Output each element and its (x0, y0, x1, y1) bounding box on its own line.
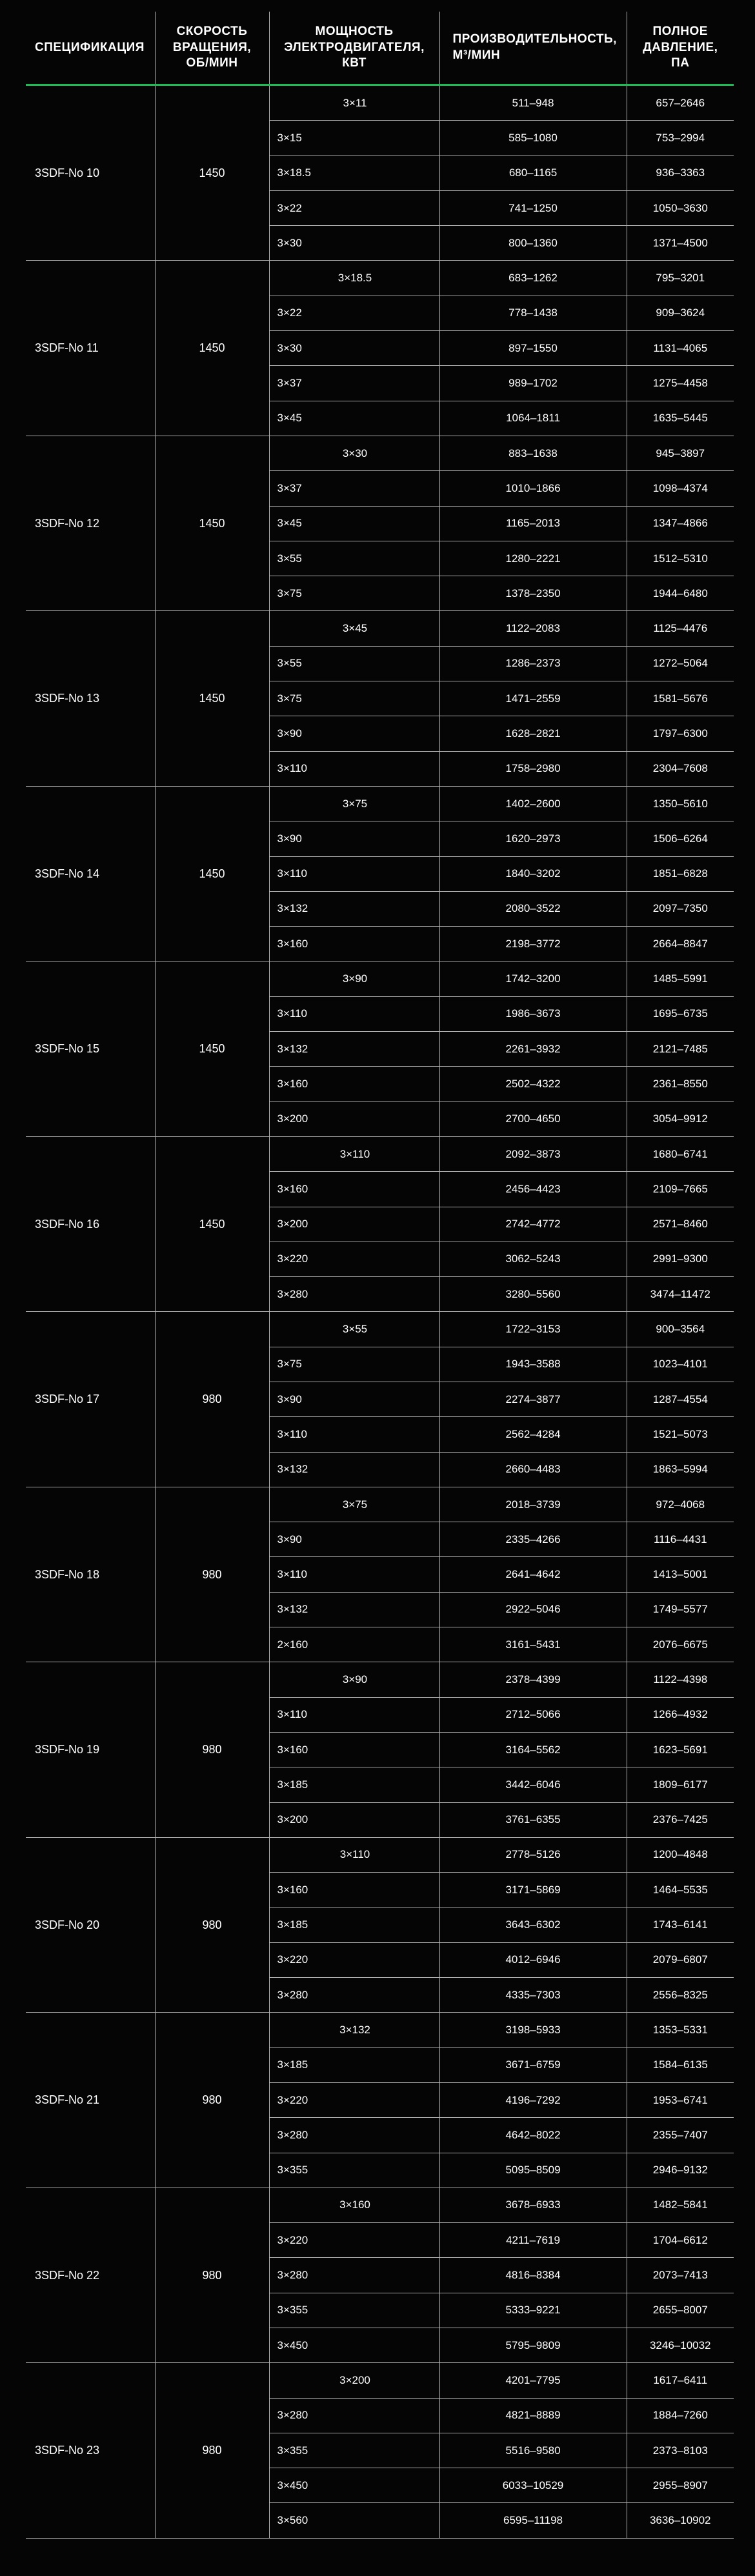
spec-cell: 3SDF-No 10 (26, 85, 155, 261)
flow-cell: 1471–2559 (439, 681, 627, 716)
pressure-cell: 1512–5310 (627, 541, 734, 576)
power-cell: 3×90 (269, 1662, 439, 1697)
flow-cell: 680–1165 (439, 156, 627, 190)
flow-cell: 897–1550 (439, 331, 627, 366)
power-cell: 3×185 (269, 2048, 439, 2082)
table-header (26, 12, 734, 85)
pressure-cell: 3636–10902 (627, 2503, 734, 2538)
power-cell: 3×280 (269, 1277, 439, 1312)
pressure-cell: 753–2994 (627, 121, 734, 156)
flow-cell: 1122–2083 (439, 611, 627, 646)
speed-cell: 980 (155, 2013, 269, 2188)
speed-cell: 980 (155, 1837, 269, 2012)
pressure-cell: 1695–6735 (627, 996, 734, 1031)
power-cell: 3×200 (269, 1802, 439, 1837)
pressure-cell: 2991–9300 (627, 1242, 734, 1276)
pressure-cell: 1749–5577 (627, 1592, 734, 1627)
flow-cell: 1722–3153 (439, 1312, 627, 1347)
pressure-cell: 1743–6141 (627, 1907, 734, 1942)
table-row (26, 2013, 734, 2048)
power-cell: 3×220 (269, 1242, 439, 1276)
pressure-cell: 1506–6264 (627, 821, 734, 856)
pressure-cell: 1851–6828 (627, 856, 734, 891)
pressure-cell: 1413–5001 (627, 1557, 734, 1592)
flow-cell: 989–1702 (439, 366, 627, 401)
pressure-cell: 2076–6675 (627, 1627, 734, 1662)
pressure-cell: 2376–7425 (627, 1802, 734, 1837)
power-cell: 3×37 (269, 366, 439, 401)
speed-cell: 980 (155, 2363, 269, 2538)
power-cell: 3×18.5 (269, 261, 439, 296)
pressure-cell: 936–3363 (627, 156, 734, 190)
flow-cell: 1165–2013 (439, 506, 627, 541)
flow-cell: 2335–4266 (439, 1522, 627, 1557)
flow-cell: 2641–4642 (439, 1557, 627, 1592)
pressure-cell: 1131–4065 (627, 331, 734, 366)
flow-cell: 2198–3772 (439, 927, 627, 961)
pressure-cell: 1797–6300 (627, 716, 734, 751)
flow-cell: 1943–3588 (439, 1347, 627, 1382)
power-cell: 3×160 (269, 2188, 439, 2222)
flow-cell: 2092–3873 (439, 1136, 627, 1171)
power-cell: 3×55 (269, 541, 439, 576)
table-row (26, 1312, 734, 1347)
power-cell: 3×355 (269, 2293, 439, 2328)
flow-cell: 683–1262 (439, 261, 627, 296)
spec-cell: 3SDF-No 15 (26, 961, 155, 1136)
flow-cell: 883–1638 (439, 436, 627, 470)
power-cell: 3×30 (269, 436, 439, 470)
power-cell: 3×110 (269, 1837, 439, 1872)
flow-cell: 2742–4772 (439, 1207, 627, 1242)
pressure-cell: 1122–4398 (627, 1662, 734, 1697)
table-row (26, 436, 734, 470)
pressure-cell: 795–3201 (627, 261, 734, 296)
pressure-cell: 2556–8325 (627, 1978, 734, 2013)
spec-cell: 3SDF-No 21 (26, 2013, 155, 2188)
pressure-cell: 2097–7350 (627, 891, 734, 926)
flow-cell: 3164–5562 (439, 1732, 627, 1767)
flow-cell: 2261–3932 (439, 1032, 627, 1067)
power-cell: 3×37 (269, 471, 439, 506)
power-cell: 3×355 (269, 2153, 439, 2188)
pressure-cell: 1371–4500 (627, 226, 734, 261)
header-flow: ПРОИЗВОДИТЕЛЬНОСТЬ, М³/МИН (439, 12, 627, 85)
power-cell: 3×220 (269, 1942, 439, 1977)
power-cell: 3×200 (269, 1102, 439, 1136)
power-cell: 3×90 (269, 1382, 439, 1416)
power-cell: 3×450 (269, 2328, 439, 2363)
power-cell: 3×160 (269, 1067, 439, 1102)
pressure-cell: 1680–6741 (627, 1136, 734, 1171)
pressure-cell: 1266–4932 (627, 1697, 734, 1732)
flow-cell: 1620–2973 (439, 821, 627, 856)
flow-cell: 5333–9221 (439, 2293, 627, 2328)
pressure-cell: 2355–7407 (627, 2118, 734, 2153)
spec-cell: 3SDF-No 14 (26, 786, 155, 961)
power-cell: 3×55 (269, 1312, 439, 1347)
flow-cell: 1064–1811 (439, 401, 627, 436)
power-cell: 3×75 (269, 681, 439, 716)
power-cell: 3×90 (269, 1522, 439, 1557)
table-row (26, 1837, 734, 1872)
power-cell: 3×160 (269, 1873, 439, 1907)
power-cell: 3×132 (269, 2013, 439, 2048)
spec-cell: 3SDF-No 20 (26, 1837, 155, 2012)
power-cell: 3×560 (269, 2503, 439, 2538)
power-cell: 3×15 (269, 121, 439, 156)
spec-cell: 3SDF-No 16 (26, 1136, 155, 1311)
flow-cell: 741–1250 (439, 190, 627, 225)
speed-cell: 1450 (155, 85, 269, 261)
flow-cell: 2274–3877 (439, 1382, 627, 1416)
flow-cell: 3161–5431 (439, 1627, 627, 1662)
power-cell: 3×110 (269, 751, 439, 786)
flow-cell: 3062–5243 (439, 1242, 627, 1276)
pressure-cell: 1521–5073 (627, 1417, 734, 1452)
pressure-cell: 1347–4866 (627, 506, 734, 541)
pressure-cell: 2955–8907 (627, 2468, 734, 2503)
flow-cell: 4335–7303 (439, 1978, 627, 2013)
flow-cell: 1758–2980 (439, 751, 627, 786)
pressure-cell: 900–3564 (627, 1312, 734, 1347)
flow-cell: 4211–7619 (439, 2223, 627, 2258)
pressure-cell: 1863–5994 (627, 1452, 734, 1487)
header-row (26, 12, 734, 85)
pressure-cell: 1482–5841 (627, 2188, 734, 2222)
flow-cell: 2080–3522 (439, 891, 627, 926)
power-cell: 3×280 (269, 2398, 439, 2433)
flow-cell: 2502–4322 (439, 1067, 627, 1102)
table-row (26, 2363, 734, 2398)
power-cell: 3×450 (269, 2468, 439, 2503)
flow-cell: 585–1080 (439, 121, 627, 156)
power-cell: 3×160 (269, 1732, 439, 1767)
flow-cell: 4201–7795 (439, 2363, 627, 2398)
spec-cell: 3SDF-No 23 (26, 2363, 155, 2538)
flow-cell: 6033–10529 (439, 2468, 627, 2503)
flow-cell: 3442–6046 (439, 1767, 627, 1802)
pressure-cell: 2373–8103 (627, 2433, 734, 2468)
flow-cell: 2018–3739 (439, 1487, 627, 1522)
spec-cell: 3SDF-No 18 (26, 1487, 155, 1662)
flow-cell: 2660–4483 (439, 1452, 627, 1487)
flow-cell: 5516–9580 (439, 2433, 627, 2468)
power-cell: 3×355 (269, 2433, 439, 2468)
pressure-cell: 1200–4848 (627, 1837, 734, 1872)
pressure-cell: 2109–7665 (627, 1172, 734, 1207)
pressure-cell: 1809–6177 (627, 1767, 734, 1802)
flow-cell: 5795–9809 (439, 2328, 627, 2363)
pressure-cell: 972–4068 (627, 1487, 734, 1522)
power-cell: 3×185 (269, 1767, 439, 1802)
pressure-cell: 1635–5445 (627, 401, 734, 436)
flow-cell: 1742–3200 (439, 961, 627, 996)
pressure-cell: 1584–6135 (627, 2048, 734, 2082)
flow-cell: 3671–6759 (439, 2048, 627, 2082)
pressure-cell: 1116–4431 (627, 1522, 734, 1557)
flow-cell: 4642–8022 (439, 2118, 627, 2153)
pressure-cell: 2655–8007 (627, 2293, 734, 2328)
pressure-cell: 2079–6807 (627, 1942, 734, 1977)
flow-cell: 1378–2350 (439, 576, 627, 611)
flow-cell: 4816–8384 (439, 2258, 627, 2293)
pressure-cell: 1050–3630 (627, 190, 734, 225)
speed-cell: 1450 (155, 961, 269, 1136)
flow-cell: 3678–6933 (439, 2188, 627, 2222)
table-row (26, 611, 734, 646)
power-cell: 3×30 (269, 226, 439, 261)
flow-cell: 1840–3202 (439, 856, 627, 891)
spec-cell: 3SDF-No 11 (26, 261, 155, 436)
pressure-cell: 2664–8847 (627, 927, 734, 961)
power-cell: 3×90 (269, 716, 439, 751)
pressure-cell: 1485–5991 (627, 961, 734, 996)
pressure-cell: 2121–7485 (627, 1032, 734, 1067)
flow-cell: 511–948 (439, 85, 627, 121)
pressure-cell: 945–3897 (627, 436, 734, 470)
pressure-cell: 657–2646 (627, 85, 734, 121)
pressure-cell: 1704–6612 (627, 2223, 734, 2258)
power-cell: 3×132 (269, 891, 439, 926)
flow-cell: 4012–6946 (439, 1942, 627, 1977)
pressure-cell: 3474–11472 (627, 1277, 734, 1312)
pressure-cell: 1275–4458 (627, 366, 734, 401)
pressure-cell: 1272–5064 (627, 646, 734, 681)
fan-spec-table (26, 12, 734, 2539)
pressure-cell: 1287–4554 (627, 1382, 734, 1416)
pressure-cell: 1623–5691 (627, 1732, 734, 1767)
speed-cell: 980 (155, 1662, 269, 1837)
power-cell: 3×22 (269, 190, 439, 225)
power-cell: 3×200 (269, 1207, 439, 1242)
flow-cell: 778–1438 (439, 296, 627, 330)
flow-cell: 1402–2600 (439, 786, 627, 821)
pressure-cell: 1884–7260 (627, 2398, 734, 2433)
pressure-cell: 2304–7608 (627, 751, 734, 786)
power-cell: 3×280 (269, 2118, 439, 2153)
power-cell: 3×110 (269, 1557, 439, 1592)
pressure-cell: 1581–5676 (627, 681, 734, 716)
speed-cell: 980 (155, 1487, 269, 1662)
flow-cell: 3171–5869 (439, 1873, 627, 1907)
pressure-cell: 1023–4101 (627, 1347, 734, 1382)
power-cell: 3×280 (269, 1978, 439, 2013)
speed-cell: 1450 (155, 611, 269, 786)
pressure-cell: 1953–6741 (627, 2082, 734, 2117)
pressure-cell: 3054–9912 (627, 1102, 734, 1136)
power-cell: 3×132 (269, 1032, 439, 1067)
power-cell: 3×22 (269, 296, 439, 330)
power-cell: 2×160 (269, 1627, 439, 1662)
table-row (26, 85, 734, 121)
power-cell: 3×45 (269, 611, 439, 646)
spec-cell: 3SDF-No 13 (26, 611, 155, 786)
power-cell: 3×110 (269, 1417, 439, 1452)
pressure-cell: 2073–7413 (627, 2258, 734, 2293)
power-cell: 3×220 (269, 2223, 439, 2258)
power-cell: 3×45 (269, 401, 439, 436)
pressure-cell: 1125–4476 (627, 611, 734, 646)
power-cell: 3×11 (269, 85, 439, 121)
flow-cell: 4196–7292 (439, 2082, 627, 2117)
flow-cell: 1280–2221 (439, 541, 627, 576)
pressure-cell: 1464–5535 (627, 1873, 734, 1907)
power-cell: 3×55 (269, 646, 439, 681)
pressure-cell: 2571–8460 (627, 1207, 734, 1242)
flow-cell: 2456–4423 (439, 1172, 627, 1207)
flow-cell: 2700–4650 (439, 1102, 627, 1136)
power-cell: 3×90 (269, 821, 439, 856)
table-row (26, 1136, 734, 1171)
spec-cell: 3SDF-No 12 (26, 436, 155, 610)
power-cell: 3×110 (269, 856, 439, 891)
flow-cell: 1010–1866 (439, 471, 627, 506)
flow-cell: 1628–2821 (439, 716, 627, 751)
spec-cell: 3SDF-No 17 (26, 1312, 155, 1487)
power-cell: 3×45 (269, 506, 439, 541)
flow-cell: 3280–5560 (439, 1277, 627, 1312)
power-cell: 3×75 (269, 1347, 439, 1382)
flow-cell: 3198–5933 (439, 2013, 627, 2048)
power-cell: 3×185 (269, 1907, 439, 1942)
pressure-cell: 1944–6480 (627, 576, 734, 611)
header-speed: СКОРОСТЬ ВРАЩЕНИЯ, ОБ/МИН (155, 12, 269, 85)
speed-cell: 1450 (155, 261, 269, 436)
pressure-cell: 1353–5331 (627, 2013, 734, 2048)
speed-cell: 1450 (155, 436, 269, 610)
power-cell: 3×90 (269, 961, 439, 996)
power-cell: 3×160 (269, 1172, 439, 1207)
flow-cell: 3643–6302 (439, 1907, 627, 1942)
pressure-cell: 1098–4374 (627, 471, 734, 506)
power-cell: 3×220 (269, 2082, 439, 2117)
spec-cell: 3SDF-No 19 (26, 1662, 155, 1837)
table-row (26, 261, 734, 296)
flow-cell: 2562–4284 (439, 1417, 627, 1452)
power-cell: 3×110 (269, 1697, 439, 1732)
table-row (26, 2188, 734, 2222)
flow-cell: 1286–2373 (439, 646, 627, 681)
flow-cell: 5095–8509 (439, 2153, 627, 2188)
power-cell: 3×160 (269, 927, 439, 961)
table-body (26, 85, 734, 2539)
power-cell: 3×132 (269, 1592, 439, 1627)
flow-cell: 2378–4399 (439, 1662, 627, 1697)
power-cell: 3×75 (269, 1487, 439, 1522)
flow-cell: 2712–5066 (439, 1697, 627, 1732)
power-cell: 3×132 (269, 1452, 439, 1487)
speed-cell: 980 (155, 2188, 269, 2362)
table-row (26, 1662, 734, 1697)
pressure-cell: 2946–9132 (627, 2153, 734, 2188)
pressure-cell: 2361–8550 (627, 1067, 734, 1102)
table-row (26, 961, 734, 996)
pressure-cell: 909–3624 (627, 296, 734, 330)
speed-cell: 1450 (155, 1136, 269, 1311)
power-cell: 3×18.5 (269, 156, 439, 190)
power-cell: 3×75 (269, 786, 439, 821)
pressure-cell: 1350–5610 (627, 786, 734, 821)
flow-cell: 6595–11198 (439, 2503, 627, 2538)
pressure-cell: 1617–6411 (627, 2363, 734, 2398)
power-cell: 3×75 (269, 576, 439, 611)
table-row (26, 1487, 734, 1522)
flow-cell: 1986–3673 (439, 996, 627, 1031)
flow-cell: 2922–5046 (439, 1592, 627, 1627)
spec-cell: 3SDF-No 22 (26, 2188, 155, 2362)
flow-cell: 2778–5126 (439, 1837, 627, 1872)
power-cell: 3×110 (269, 996, 439, 1031)
power-cell: 3×280 (269, 2258, 439, 2293)
power-cell: 3×110 (269, 1136, 439, 1171)
flow-cell: 800–1360 (439, 226, 627, 261)
header-pressure: ПОЛНОЕ ДАВЛЕНИЕ, ПА (627, 12, 734, 85)
power-cell: 3×200 (269, 2363, 439, 2398)
flow-cell: 4821–8889 (439, 2398, 627, 2433)
table-row (26, 786, 734, 821)
speed-cell: 1450 (155, 786, 269, 961)
flow-cell: 3761–6355 (439, 1802, 627, 1837)
speed-cell: 980 (155, 1312, 269, 1487)
header-power: МОЩНОСТЬ ЭЛЕКТРОДВИГАТЕЛЯ, КВТ (269, 12, 439, 85)
power-cell: 3×30 (269, 331, 439, 366)
header-spec: СПЕЦИФИКАЦИЯ (26, 12, 155, 85)
pressure-cell: 3246–10032 (627, 2328, 734, 2363)
